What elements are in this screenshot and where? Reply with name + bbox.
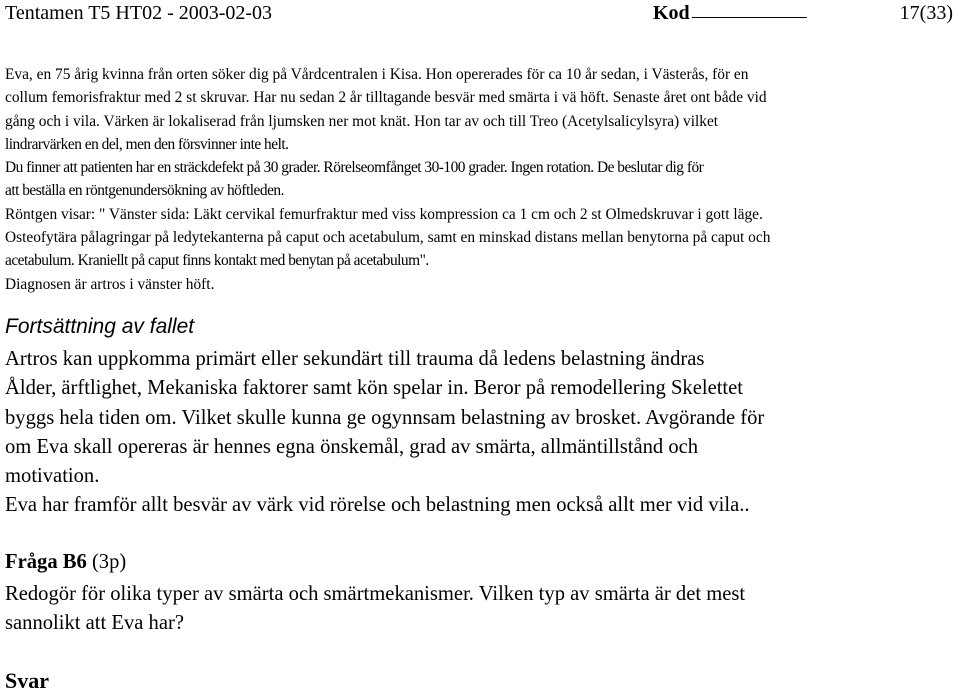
case-line: gång och i vila. Värken är lokaliserad från ljumsken ner mot knät. Hon tar av och till Treo (Acetylsalicylsyra) vilket: [5, 112, 719, 130]
case-line: Eva, en 75 årig kvinna från orten söker dig på Vårdcentralen i Kisa. Hon opererades för ca 10 år sedan, i Västerås, för en: [5, 66, 749, 83]
question-points: (3p): [91, 551, 127, 573]
continuation-line: motivation.: [5, 465, 100, 488]
question-heading: [5, 551, 126, 574]
continuation-line: byggs hela tiden om. Vilket skulle kunna ge ogynnsam belastning av brosket. Avgörande för: [5, 406, 765, 429]
case-line: Röntgen visar: " Vänster sida: Läkt cervikal femurfraktur med viss kompression ca 1 cm och 2 st Olmedskruvar i gott läge.: [5, 205, 763, 223]
kod-fill-line: [692, 17, 807, 18]
continuation-line: Eva har framför allt besvär av värk vid rörelse och belastning men också allt mer vid vila..: [5, 494, 750, 517]
continuation-line: Ålder, ärftlighet, Mekaniska faktorer samt kön spelar in. Beror på remodellering Skelettet: [5, 377, 744, 400]
continuation-line: Artros kan uppkomma primärt eller sekundärt till trauma då ledens belastning ändras: [5, 348, 705, 370]
case-line: collum femorisfraktur med 2 st skruvar. Har nu sedan 2 år tilltagande besvär med smärta i vä höft. Senaste året ont både vid: [5, 89, 767, 107]
question-line: sannolikt att Eva har?: [5, 612, 184, 635]
case-line: lindrarvärken en del, men den försvinner inte helt.: [5, 135, 289, 153]
answer-label: Svar: [5, 668, 49, 693]
case-line: att beställa en röntgenundersökning av höftleden.: [5, 182, 284, 200]
question-line: Redogör för olika typer av smärta och smärtmekanismer. Vilken typ av smärta är det mest: [5, 583, 746, 605]
kod-label: Kod: [653, 2, 690, 24]
continuation-text: [5, 345, 955, 521]
case-line: acetabulum. Kraniellt på caput finns kontakt med benytan på acetabulum".: [5, 252, 429, 270]
case-line: Diagnosen är artros i vänster höft.: [5, 275, 215, 293]
continuation-line: om Eva skall opereras är hennes egna önskemål, grad av smärta, allmäntillstånd och: [5, 435, 699, 458]
exam-title: Tentamen T5 HT02 - 2003-02-03: [5, 2, 273, 24]
page-header: [5, 0, 953, 26]
case-line: Osteofytära pålagringar på ledytekanterna på caput och acetabulum, samt en minskad distans mellan benytorna på caput och: [5, 229, 771, 247]
question-label: Fråga B6: [5, 551, 87, 573]
page-number: 17(33): [899, 2, 953, 24]
case-description: [5, 63, 955, 296]
question-text: [5, 580, 955, 639]
case-line: Du finner att patienten har en sträckdefekt på 30 grader. Rörelseomfånget 30-100 grader. Ingen rotation. De beslutar dig för: [5, 159, 704, 177]
continuation-heading: Fortsättning av fallet: [5, 315, 195, 338]
